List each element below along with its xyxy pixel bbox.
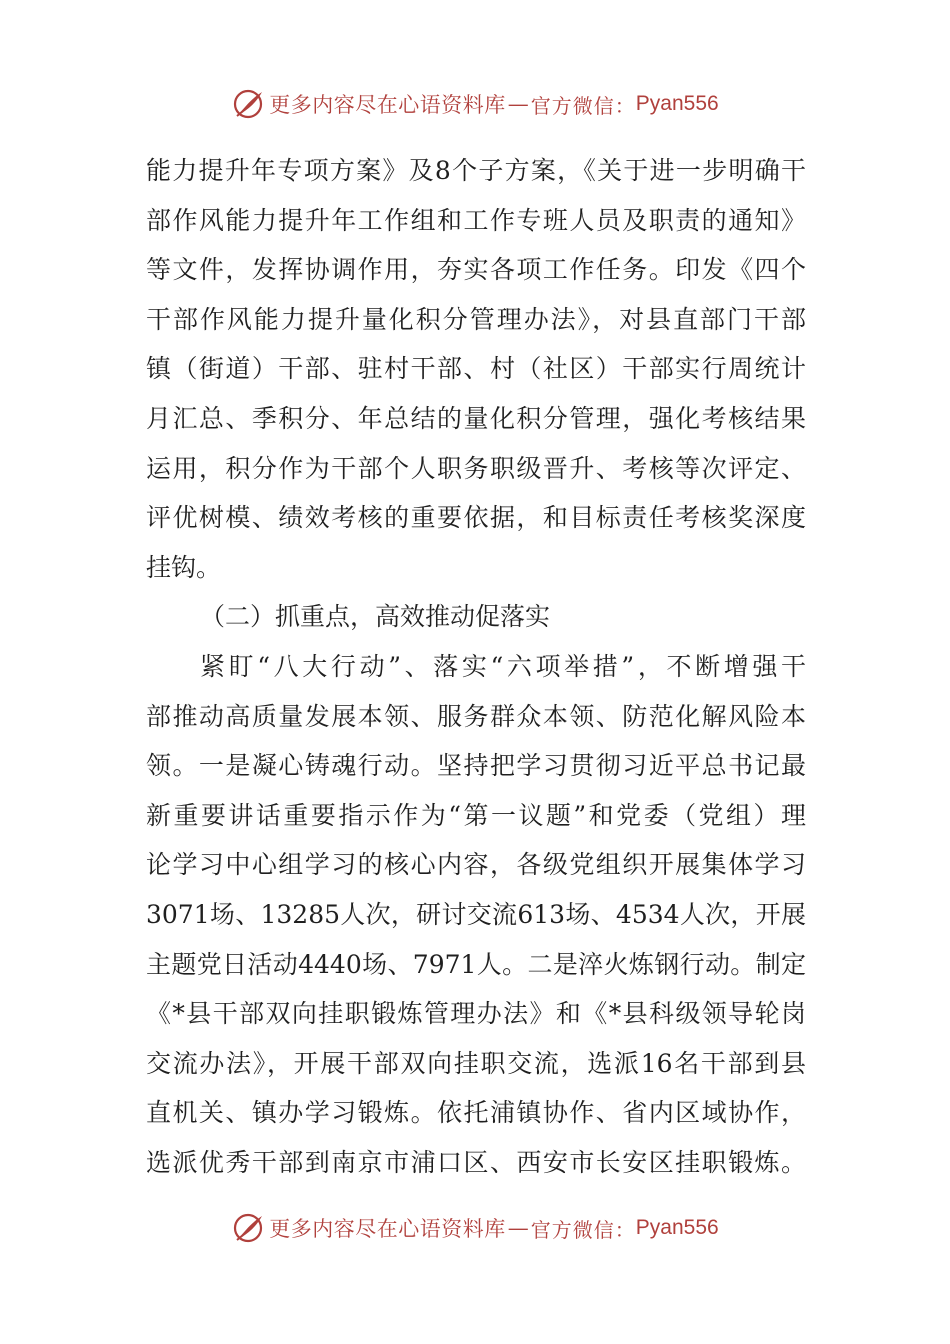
text-line: 挂钩。: [146, 552, 222, 582]
text-line: 直机关、镇办学习锻炼。依托浦镇协作、省内区域协作，: [146, 1098, 806, 1128]
text-line: 部推动高质量发展本领、服务群众本领、防范化解风险本: [146, 701, 806, 731]
text-line: 能力提升年专项方案》及8个子方案，《关于进一步明确干: [146, 156, 806, 185]
text-line: 选派优秀干部到南京市浦口区、西安市长安区挂职锻炼。: [146, 1147, 806, 1177]
section-heading: （二）抓重点，高效推动促落实: [200, 602, 551, 632]
watermark-dash: —: [507, 92, 529, 116]
text-line: 领。一是凝心铸魂行动。坚持把学习贯彻习近平总书记最: [146, 751, 806, 781]
text-line: 《*县干部双向挂职锻炼管理办法》和《*县科级领导轮岗: [146, 999, 806, 1029]
watermark-wechat-label: 官方微信：: [530, 93, 636, 118]
text-line: 3071场、13285人次，研讨交流613场、4534人次，开展: [146, 899, 806, 929]
text-line: 评优树模、绩效考核的重要依据，和目标责任考核奖深度: [146, 503, 806, 533]
watermark-wechat-label: 官方微信：: [530, 1217, 636, 1242]
header-watermark: [0, 84, 950, 124]
text-line: 紧盯“八大行动”、落实“六项举措”，不断增强干: [200, 651, 806, 681]
text-line: 新重要讲话重要指示作为“第一议题”和党委（党组）理: [146, 800, 806, 830]
text-line: 主题党日活动4440场、7971人。二是淬火炼钢行动。制定: [146, 949, 806, 979]
text-line: 等文件，发挥协调作用，夯实各项工作任务。印发《四个: [146, 255, 806, 285]
watermark-wechat-id: Pyan556: [635, 92, 719, 115]
watermark-dash: —: [507, 1216, 529, 1240]
text-line: 论学习中心组学习的核心内容，各级党组织开展集体学习: [146, 850, 806, 880]
text-line: 部作风能力提升年工作组和工作专班人员及职责的通知》: [146, 205, 806, 235]
text-line: 运用，积分作为干部个人职务职级晋升、考核等次评定、: [146, 453, 806, 483]
text-line: 干部作风能力提升量化积分管理办法》，对县直部门干部: [146, 304, 806, 334]
watermark-title: 更多内容尽在心语资料库: [269, 93, 506, 117]
footer-watermark: [0, 1208, 950, 1248]
watermark-title: 更多内容尽在心语资料库: [269, 1217, 506, 1241]
text-line: 交流办法》，开展干部双向挂职交流，选派16名干部到县: [146, 1048, 806, 1078]
document-body: [146, 146, 806, 1187]
text-line: 镇（街道）干部、驻村干部、村（社区）干部实行周统计: [146, 354, 806, 384]
text-line: 月汇总、季积分、年总结的量化积分管理，强化考核结果: [146, 403, 806, 433]
watermark-wechat-id: Pyan556: [635, 1216, 719, 1239]
quill-logo-icon: [231, 1211, 265, 1245]
quill-logo-icon: [231, 87, 265, 121]
